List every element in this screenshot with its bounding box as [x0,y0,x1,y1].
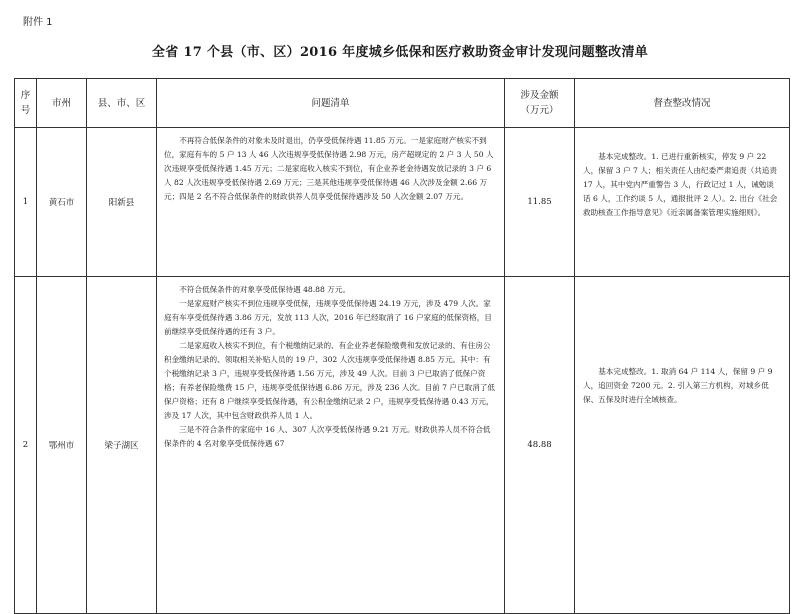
issue-paragraph: 不符合低保条件的对象享受低保待遇 48.88 万元。 [179,285,351,294]
row-county: 阳新县 [87,128,157,277]
row-city: 鄂州市 [37,277,87,614]
table-row [15,277,790,614]
issue-paragraph: 不再符合低保条件的对象未及时退出，仍享受低保待遇 11.85 万元。一是家庭财产核实不到位，家庭有车的 5 户 13 人 46 人次违规享受低保待遇 2.98 万元，房产超规定的 2 户 3 人 50 人次违规享受低保待遇 1.45 万元；二是家庭收入核实不到位，有企业养老金待遇发放记录的 3 户 6 人 82 人次违规享受低保待遇 2.69 万元；三是其他违规享受低保待遇 46 人次涉及金额 2.66 万元；四是 2 名不符合低保条件的财政供养人员享受低保待遇涉及 50 人次金额 2.07 万元。 [164,136,494,201]
header-amount: 涉及金额 （万元） [505,79,575,128]
header-issues: 问题清单 [157,79,505,128]
header-county: 县、市、区 [87,79,157,128]
row-issues [157,277,505,614]
document-title: 全省 17 个县（市、区）2016 年度城乡低保和医疗救助资金审计发现问题整改清单 [151,45,649,60]
row-amount: 11.85 [505,128,575,277]
row-seq: 2 [15,277,37,614]
table-row [15,128,790,277]
rectify-paragraph: 基本完成整改。1. 取消 64 户 114 人，保留 9 户 9 人，追回资金 7200 元。2. 引入第三方机构，对城乡低保、五保及时进行全域核查。 [583,367,773,404]
row-county: 梁子湖区 [87,277,157,614]
attachment-label: 附件 1 [23,17,53,28]
header-city: 市州 [37,79,87,128]
row-issues [157,128,505,277]
header-seq: 序 号 [15,79,37,128]
header-rectify: 督查整改情况 [575,79,790,128]
row-seq: 1 [15,128,37,277]
row-city: 黄石市 [37,128,87,277]
row-rectify [575,277,790,614]
table-header-row [15,79,790,128]
issue-paragraph: 一是家庭财产核实不到位违规享受低保，违规享受低保待遇 24.19 万元，涉及 479 人次。家庭有车享受低保待遇 3.86 万元，发放 113 人次，2016 年已经取消了 16 户家庭的低保资格，目前继续享受低保待遇的还有 3 户。 [164,299,492,336]
rectify-paragraph: 基本完成整改。1. 已进行重新核实，停发 9 户 22 人，保留 3 户 7 人；相关责任人由纪委严肃追责（共追责 17 人，其中党内严重警告 3 人，行政记过 1 人，诫勉谈话 6 人，工作约谈 5 人，通报批评 2 人）。2. 出台《社会救助核查工作指导意见》《近亲属备案管理实施细则》。 [583,152,778,217]
issue-paragraph: 三是不符合条件的家庭中 16 人、307 人次享受低保待遇 9.21 万元。财政供养人员不符合低保条件的 4 名对象享受低保待遇 67 [164,425,491,448]
row-rectify [575,128,790,277]
issue-paragraph: 二是家庭收入核实不到位，有个税缴纳记录的、有企业养老保险缴费和发放记录的、有住房公积金缴纳记录的、领取相关补贴人员的 19 户、302 人次违规享受低保待遇 8.85 万元。其中：有个税缴纳记录 3 户，违规享受低保待遇 1.56 万元，涉及 49 人次。目前 3 户已取消了低保户资格；有养老保险缴费 15 户，违规享受低保待遇 6.86 万元，涉及 236 人次。目前 7 户已取消了低保户资格；还有 8 户继续享受低保待遇，有公积金缴纳记录 2 户，违规享受低保待遇 0.43 万元，涉及 17 人次，其中包含财政供养人员 1 人。 [164,341,495,420]
rectification-table [14,78,790,614]
row-amount: 48.88 [505,277,575,614]
